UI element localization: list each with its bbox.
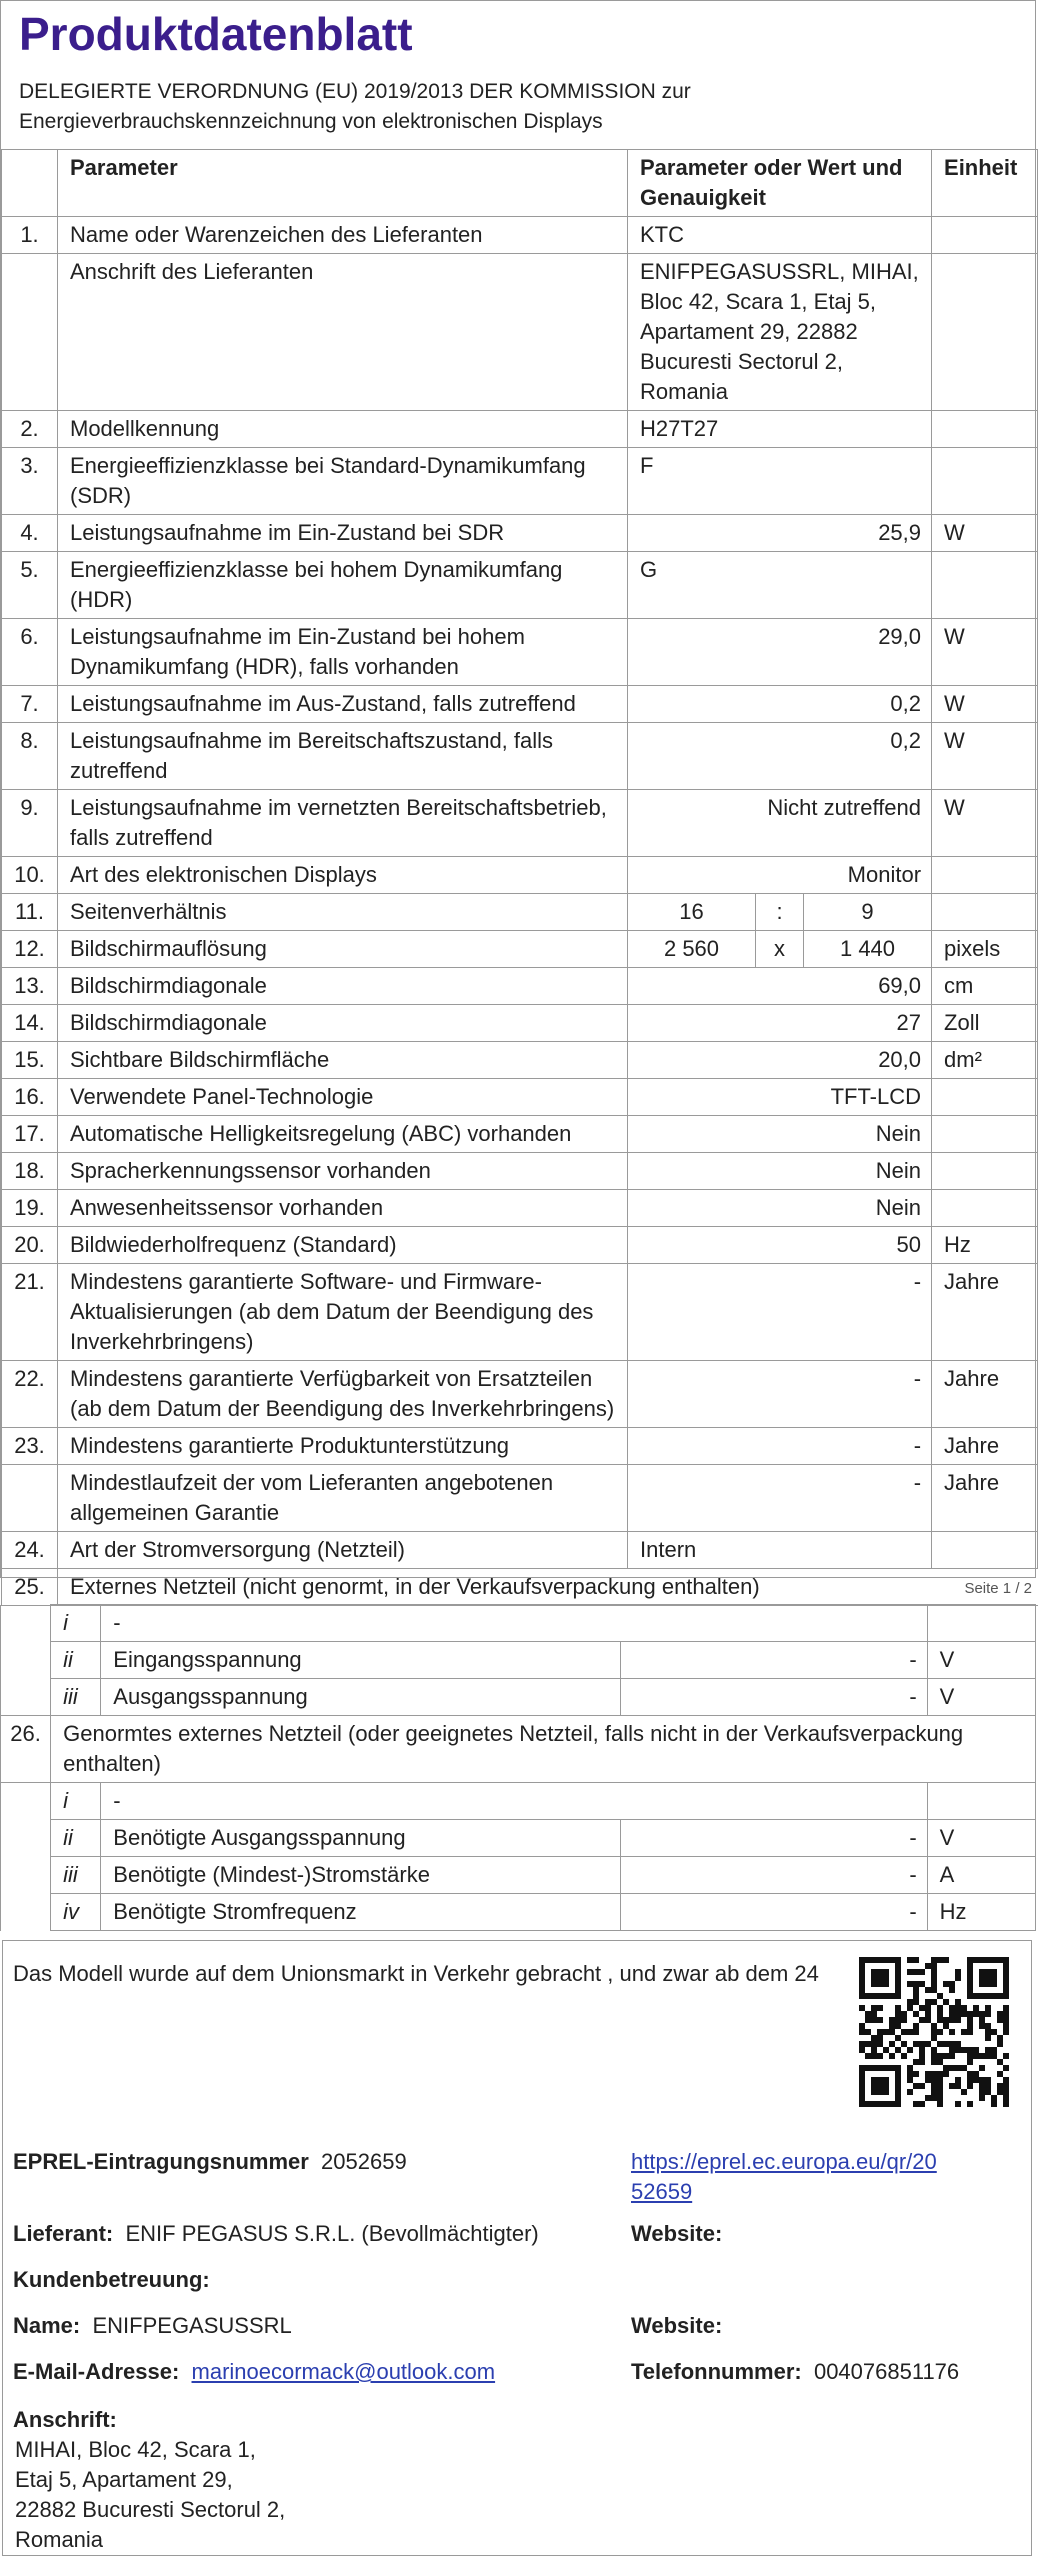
row-unit	[932, 1190, 1038, 1227]
table-row	[2, 448, 1038, 515]
eprel-number: 2052659	[321, 2149, 407, 2174]
sub-row	[1, 1642, 1036, 1679]
eprel-link-line-2[interactable]: 52659	[631, 2179, 693, 2204]
row-number: 20.	[2, 1227, 58, 1264]
table-row	[2, 1005, 1038, 1042]
row-number: 14.	[2, 1005, 58, 1042]
row-unit	[932, 411, 1038, 448]
row-unit	[932, 448, 1038, 515]
row-number: 3.	[2, 448, 58, 515]
row-value-separator: x	[756, 931, 804, 968]
row-number	[2, 1465, 58, 1532]
phone-label: Telefonnummer:	[631, 2359, 802, 2384]
sub-row-indent	[1, 1605, 51, 1642]
row-parameter: Anschrift des Lieferanten	[58, 254, 628, 411]
sub-row-text: Ausgangsspannung	[101, 1679, 620, 1716]
table-row	[2, 723, 1038, 790]
row-number: 15.	[2, 1042, 58, 1079]
row-value: Nein	[628, 1116, 932, 1153]
sub-row-numeral: ii	[51, 1642, 101, 1679]
row-unit: W	[932, 723, 1038, 790]
table-row	[2, 790, 1038, 857]
row-number: 17.	[2, 1116, 58, 1153]
row-value: G	[628, 552, 932, 619]
table-header-row	[2, 150, 1038, 217]
row-parameter: Name oder Warenzeichen des Lieferanten	[58, 217, 628, 254]
sub-row-value: -	[620, 1857, 927, 1894]
row-parameter: Leistungsaufnahme im Ein-Zustand bei hohem Dynamikumfang (HDR), falls vorhanden	[58, 619, 628, 686]
table-row	[2, 1428, 1038, 1465]
sub-row	[1, 1857, 1036, 1894]
sub-row-value: -	[620, 1820, 927, 1857]
row-unit: W	[932, 515, 1038, 552]
row-value-second: 9	[804, 894, 932, 931]
header-number	[2, 150, 58, 217]
row-parameter: Externes Netzteil (nicht genormt, in der Verkaufsverpackung enthalten)	[58, 1569, 1038, 1606]
power-supply-table	[0, 1604, 1036, 1931]
regulation-subtitle: DELEGIERTE VERORDNUNG (EU) 2019/2013 DER KOMMISSION zur Energieverbrauchskennzeichnung von elektronischen Displays	[19, 80, 691, 133]
row-unit: Hz	[932, 1227, 1038, 1264]
phone-value: 004076851176	[813, 2359, 960, 2384]
sub-row-text: -	[101, 1783, 927, 1820]
name-label: Name:	[13, 2313, 81, 2338]
row-parameter: Mindestens garantierte Produktunterstützung	[58, 1428, 628, 1465]
sub-row	[1, 1894, 1036, 1931]
row-value: 50	[628, 1227, 932, 1264]
row-value-first: 16	[628, 894, 756, 931]
address-line: Romania	[15, 2527, 104, 2552]
row-parameter: Energieeffizienzklasse bei hohem Dynamikumfang (HDR)	[58, 552, 628, 619]
row-unit: Jahre	[932, 1264, 1038, 1361]
email-line	[13, 2357, 495, 2387]
row-parameter: Mindestens garantierte Verfügbarkeit von Ersatzteilen (ab dem Datum der Beendigung des Inverkehrbringens)	[58, 1361, 628, 1428]
sub-row-numeral: i	[51, 1605, 101, 1642]
row-parameter: Seitenverhältnis	[58, 894, 628, 931]
row-number: 23.	[2, 1428, 58, 1465]
row-unit: Jahre	[932, 1428, 1038, 1465]
email-link[interactable]: marinoecormack@outlook.com	[191, 2359, 496, 2384]
table-row	[2, 254, 1038, 411]
qr-code-icon[interactable]	[859, 1957, 1009, 2107]
table-row	[2, 619, 1038, 686]
datasheet-page-2	[0, 1604, 1036, 1922]
table-row	[2, 1465, 1038, 1532]
sub-row	[1, 1605, 1036, 1642]
sub-row-text: Benötigte Ausgangsspannung	[101, 1820, 620, 1857]
row-number: 26.	[1, 1716, 51, 1783]
row-parameter: Mindestens garantierte Software- und Firmware-Aktualisierungen (ab dem Datum der Beendigung des Inverkehrbringens)	[58, 1264, 628, 1361]
sub-row-indent	[1, 1783, 51, 1820]
sub-row-numeral: iv	[51, 1894, 101, 1931]
eprel-label: EPREL-Eintragungsnummer	[13, 2149, 309, 2174]
parameter-table	[1, 149, 1038, 1606]
table-row	[2, 686, 1038, 723]
row-parameter: Verwendete Panel-Technologie	[58, 1079, 628, 1116]
sub-row-numeral: iii	[51, 1857, 101, 1894]
row-number: 18.	[2, 1153, 58, 1190]
row-number: 2.	[2, 411, 58, 448]
header-value: Parameter oder Wert und Genauigkeit	[628, 150, 932, 217]
row-unit	[932, 1153, 1038, 1190]
supplier-label: Lieferant:	[13, 2221, 114, 2246]
header-unit: Einheit	[932, 150, 1038, 217]
email-label: E-Mail-Adresse:	[13, 2359, 180, 2384]
table-row	[2, 411, 1038, 448]
page-number: Seite 1 / 2	[964, 1580, 1032, 1597]
row-value: Intern	[628, 1532, 932, 1569]
row-value: 69,0	[628, 968, 932, 1005]
sub-row-value: -	[620, 1894, 927, 1931]
row-number: 1.	[2, 217, 58, 254]
row-value: 29,0	[628, 619, 932, 686]
row-unit: W	[932, 686, 1038, 723]
sub-row-indent	[1, 1642, 51, 1679]
row-number: 16.	[2, 1079, 58, 1116]
sub-row	[1, 1820, 1036, 1857]
table-row	[2, 857, 1038, 894]
table-row	[2, 1116, 1038, 1153]
sub-row-unit: Hz	[927, 1894, 1035, 1931]
row-value: -	[628, 1428, 932, 1465]
row-value: 0,2	[628, 723, 932, 790]
row-unit	[932, 1079, 1038, 1116]
row-parameter: Bildschirmdiagonale	[58, 1005, 628, 1042]
sub-row-text: Eingangsspannung	[101, 1642, 620, 1679]
row-value: 20,0	[628, 1042, 932, 1079]
row-unit: Zoll	[932, 1005, 1038, 1042]
sub-row	[1, 1783, 1036, 1820]
row-number: 21.	[2, 1264, 58, 1361]
eprel-line	[13, 2147, 407, 2177]
sub-row-unit: V	[927, 1642, 1035, 1679]
row-parameter: Automatische Helligkeitsregelung (ABC) vorhanden	[58, 1116, 628, 1153]
row-unit: pixels	[932, 931, 1038, 968]
sub-row-value: -	[620, 1642, 927, 1679]
header-parameter: Parameter	[58, 150, 628, 217]
row-parameter: Mindestlaufzeit der vom Lieferanten angebotenen allgemeinen Garantie	[58, 1465, 628, 1532]
table-row	[2, 1264, 1038, 1361]
row-parameter: Art des elektronischen Displays	[58, 857, 628, 894]
row-number: 19.	[2, 1190, 58, 1227]
phone-line	[631, 2357, 959, 2387]
contact-name-line	[13, 2311, 292, 2341]
row-value: Nein	[628, 1153, 932, 1190]
row-unit: Jahre	[932, 1465, 1038, 1532]
sub-row-numeral: ii	[51, 1820, 101, 1857]
row-26-sub-items	[1, 1783, 1036, 1931]
table-row	[2, 1042, 1038, 1079]
row-number: 24.	[2, 1532, 58, 1569]
address-label: Anschrift:	[13, 2407, 117, 2432]
table-row	[2, 1532, 1038, 1569]
row-parameter: Bildschirmauflösung	[58, 931, 628, 968]
table-row	[2, 968, 1038, 1005]
supplier-value: ENIF PEGASUS S.R.L. (Bevollmächtigter)	[125, 2221, 539, 2246]
row-value: ENIFPEGASUSSRL, MIHAI, Bloc 42, Scara 1, Etaj 5, Apartament 29, 22882 Bucuresti Sectorul 2, Romania	[628, 254, 932, 411]
row-unit: W	[932, 790, 1038, 857]
sub-row	[1, 1679, 1036, 1716]
row-unit: W	[932, 619, 1038, 686]
row-value-first: 2 560	[628, 931, 756, 968]
website-label: Website:	[631, 2221, 723, 2246]
row-parameter: Genormtes externes Netzteil (oder geeignetes Netzteil, falls nicht in der Verkaufsverpackung enthalten)	[51, 1716, 1036, 1783]
row-parameter: Bildwiederholfrequenz (Standard)	[58, 1227, 628, 1264]
row-parameter: Leistungsaufnahme im Bereitschaftszustand, falls zutreffend	[58, 723, 628, 790]
sub-row-unit	[927, 1783, 1035, 1820]
table-row	[2, 552, 1038, 619]
table-row	[2, 894, 1038, 931]
row-number: 4.	[2, 515, 58, 552]
row-parameter: Leistungsaufnahme im Ein-Zustand bei SDR	[58, 515, 628, 552]
row-unit: dm²	[932, 1042, 1038, 1079]
row-value: 25,9	[628, 515, 932, 552]
row-parameter: Spracherkennungssensor vorhanden	[58, 1153, 628, 1190]
sub-row-unit: V	[927, 1820, 1035, 1857]
address-line: Etaj 5, Apartament 29,	[15, 2467, 233, 2492]
row-unit	[932, 857, 1038, 894]
address-block	[15, 2435, 285, 2555]
row-unit	[932, 1532, 1038, 1569]
row-number: 8.	[2, 723, 58, 790]
row-number: 25.	[2, 1569, 58, 1606]
row-number: 12.	[2, 931, 58, 968]
sub-row-value: -	[620, 1679, 927, 1716]
supplier-line	[13, 2219, 539, 2249]
eprel-link-line-1[interactable]: https://eprel.ec.europa.eu/qr/20	[631, 2149, 937, 2174]
sub-row-unit: V	[927, 1679, 1035, 1716]
table-row	[2, 931, 1038, 968]
row-value: Nein	[628, 1190, 932, 1227]
sub-row-text: Benötigte Stromfrequenz	[101, 1894, 620, 1931]
row-25-sub-items	[1, 1605, 1036, 1716]
row-number: 6.	[2, 619, 58, 686]
sub-row-indent	[1, 1857, 51, 1894]
table-row	[2, 515, 1038, 552]
row-parameter: Leistungsaufnahme im vernetzten Bereitschaftsbetrieb, falls zutreffend	[58, 790, 628, 857]
row-value: H27T27	[628, 411, 932, 448]
table-row	[2, 217, 1038, 254]
row-value: Monitor	[628, 857, 932, 894]
row-value: Nicht zutreffend	[628, 790, 932, 857]
sub-row-text: Benötigte (Mindest-)Stromstärke	[101, 1857, 620, 1894]
sub-row-text: -	[101, 1605, 927, 1642]
row-value: 0,2	[628, 686, 932, 723]
row-parameter: Bildschirmdiagonale	[58, 968, 628, 1005]
row-number: 5.	[2, 552, 58, 619]
row-number: 9.	[2, 790, 58, 857]
name-value: ENIFPEGASUSSRL	[92, 2313, 292, 2338]
row-unit	[932, 217, 1038, 254]
row-value: KTC	[628, 217, 932, 254]
row-parameter: Sichtbare Bildschirmfläche	[58, 1042, 628, 1079]
row-number	[2, 254, 58, 411]
row-number: 11.	[2, 894, 58, 931]
table-row	[2, 1153, 1038, 1190]
row-value-separator: :	[756, 894, 804, 931]
row-unit	[932, 254, 1038, 411]
row-parameter: Modellkennung	[58, 411, 628, 448]
contact-website-label: Website:	[631, 2313, 723, 2338]
row-parameter: Leistungsaufnahme im Aus-Zustand, falls zutreffend	[58, 686, 628, 723]
row-number: 22.	[2, 1361, 58, 1428]
row-unit: Jahre	[932, 1361, 1038, 1428]
sub-row-numeral: iii	[51, 1679, 101, 1716]
table-row	[2, 1190, 1038, 1227]
row-value: -	[628, 1264, 932, 1361]
market-notice-box	[2, 1940, 1032, 2556]
row-number: 10.	[2, 857, 58, 894]
sub-row-unit: A	[927, 1857, 1035, 1894]
row-value: F	[628, 448, 932, 515]
sub-row-numeral: i	[51, 1783, 101, 1820]
sub-row-unit	[927, 1605, 1035, 1642]
table-row	[2, 1079, 1038, 1116]
row-parameter: Energieeffizienzklasse bei Standard-Dynamikumfang (SDR)	[58, 448, 628, 515]
market-date-text: Das Modell wurde auf dem Unionsmarkt in Verkehr gebracht , und zwar ab dem 24	[13, 1961, 819, 1986]
row-unit: cm	[932, 968, 1038, 1005]
eprel-link[interactable]	[631, 2147, 937, 2207]
row-number: 13.	[2, 968, 58, 1005]
row-parameter: Art der Stromversorgung (Netzteil)	[58, 1532, 628, 1569]
row-value: 27	[628, 1005, 932, 1042]
table-row	[2, 1361, 1038, 1428]
table-row-26	[1, 1716, 1036, 1783]
sub-row-indent	[1, 1894, 51, 1931]
customer-service-label: Kundenbetreuung:	[13, 2267, 210, 2292]
row-unit	[932, 894, 1038, 931]
address-line: 22882 Bucuresti Sectorul 2,	[15, 2497, 286, 2522]
page-title: Produktdatenblatt	[19, 8, 413, 60]
row-value: -	[628, 1361, 932, 1428]
parameter-table-body	[2, 217, 1038, 1569]
row-value: -	[628, 1465, 932, 1532]
sub-row-indent	[1, 1679, 51, 1716]
sub-row-indent	[1, 1820, 51, 1857]
row-value: TFT-LCD	[628, 1079, 932, 1116]
address-line: MIHAI, Bloc 42, Scara 1,	[15, 2437, 256, 2462]
row-value-second: 1 440	[804, 931, 932, 968]
row-unit	[932, 552, 1038, 619]
row-unit	[932, 1116, 1038, 1153]
table-row	[2, 1227, 1038, 1264]
row-number: 7.	[2, 686, 58, 723]
row-parameter: Anwesenheitssensor vorhanden	[58, 1190, 628, 1227]
